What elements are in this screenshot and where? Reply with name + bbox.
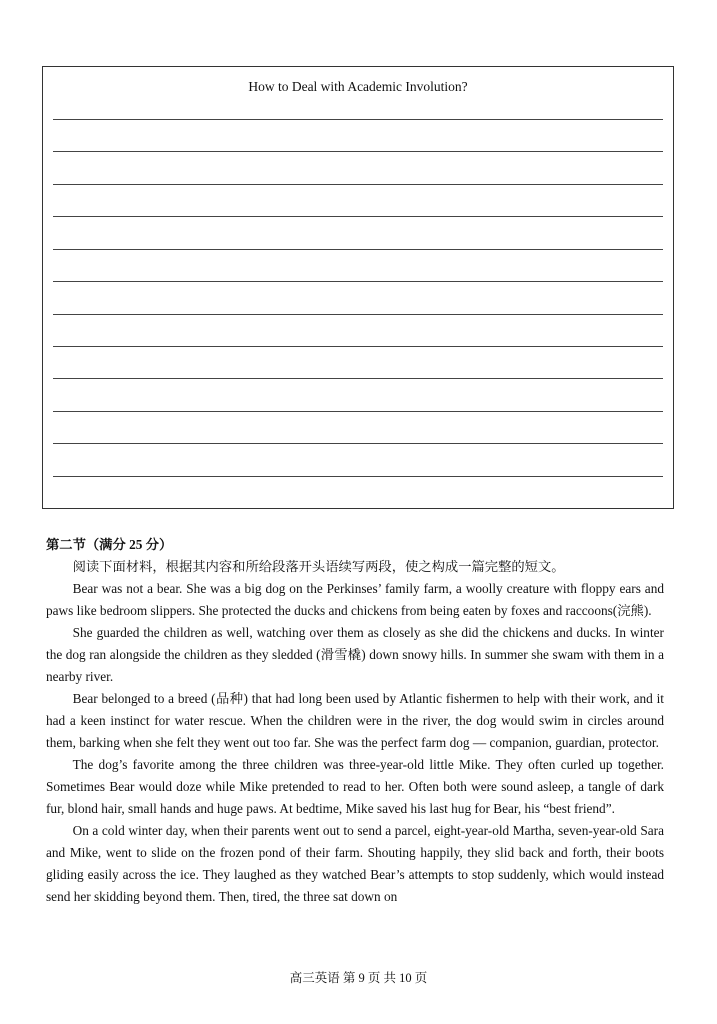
answer-line [53, 281, 663, 282]
answer-line [53, 346, 663, 347]
answer-line [53, 151, 663, 152]
section-heading: 第二节（满分 25 分） [46, 537, 173, 552]
story-paragraph: On a cold winter day, when their parents went out to send a parcel, eight-year-old Martha, seven-year-old Sara and Mike, went to slide on the frozen pond of their farm. Shouting happily, they slid back and forth, their boots gliding easily across the ice. They laughed as they watched Bear’s attempts to stop suddenly, which would instead send her skidding beyond them. Then, tired, the three sat down on [46, 823, 664, 904]
answer-line [53, 443, 663, 444]
answer-line [53, 378, 663, 379]
story-paragraph: Bear was not a bear. She was a big dog on the Perkinses’ family farm, a woolly creature with floppy ears and paws like bedroom slippers. She protected the ducks and chickens from being eaten by foxes and raccoons(浣熊). [46, 581, 664, 618]
story-paragraph: She guarded the children as well, watching over them as closely as she did the chickens and ducks. In winter the dog ran alongside the children as they sledded (滑雪橇) down snowy hills. In summer she swam with them in a nearby river. [46, 625, 664, 684]
section-two [46, 534, 664, 908]
page-footer: 高三英语 第 9 页 共 10 页 [289, 971, 428, 985]
answer-line [53, 119, 663, 120]
answer-line [53, 249, 663, 250]
story-paragraph: Bear belonged to a breed (品种) that had long been used by Atlantic fishermen to help with their work, and it had a keen instinct for water rescue. When the children were in the river, the dog would swim in circles around them, barking when she felt they went out too far. She was the perfect farm dog — companion, guardian, protector. [46, 691, 664, 750]
instruction: 阅读下面材料，根据其内容和所给段落开头语续写两段，使之构成一篇完整的短文。 [72, 559, 565, 574]
answer-line [53, 216, 663, 217]
answer-line [53, 184, 663, 185]
writing-box-title: How to Deal with Academic Involution? [248, 79, 468, 94]
writing-box [42, 66, 674, 509]
answer-line [53, 476, 663, 477]
answer-line [53, 314, 663, 315]
answer-line [53, 411, 663, 412]
story-paragraph: The dog’s favorite among the three children was three-year-old little Mike. They often curled up together. Sometimes Bear would doze while Mike pretended to read to her. Often both were sound asleep, a tangle of dark fur, blond hair, small hands and huge paws. At bedtime, Mike saved his last hug for Bear, his “best friend”. [46, 757, 664, 816]
